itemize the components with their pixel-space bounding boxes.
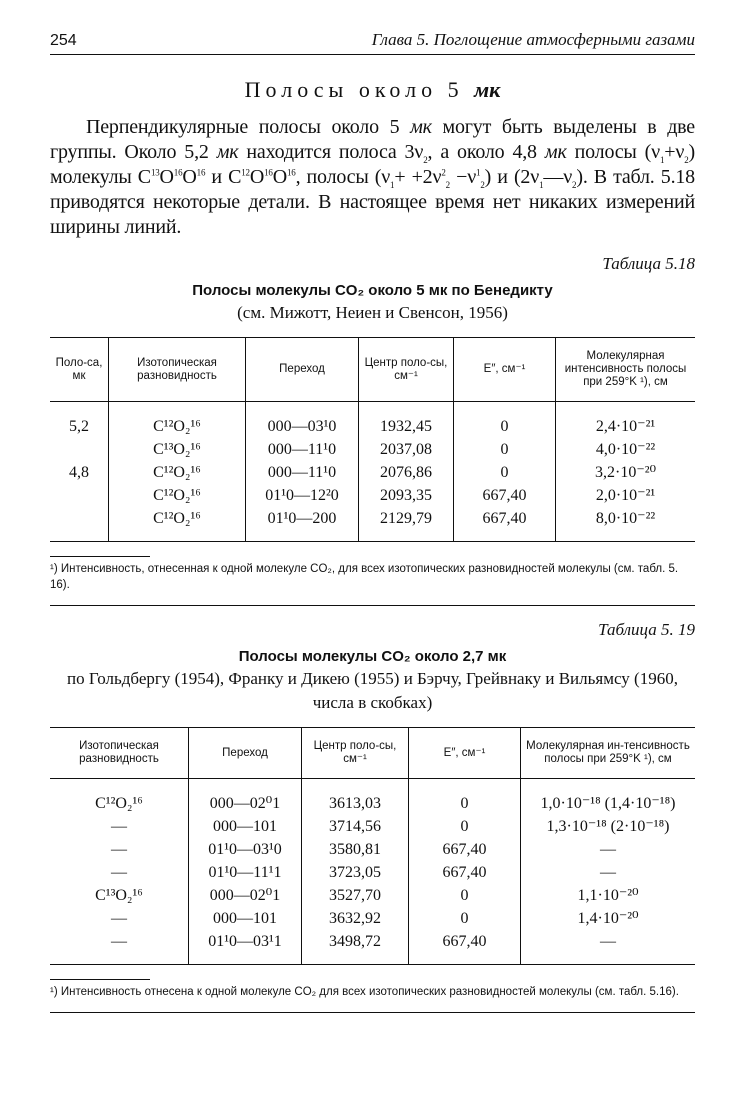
table-row: — 000—101 3632,92 0 1,4·10⁻²⁰ [50, 907, 695, 930]
table-row: C¹³O₂¹⁶ 000—02⁰1 3527,70 0 1,1·10⁻²⁰ [50, 884, 695, 907]
table-row: — 000—101 3714,56 0 1,3·10⁻¹⁸ (2·10⁻¹⁸) [50, 815, 695, 838]
section-divider [50, 605, 695, 606]
col-header-isotope: Изотопическая разновидность [109, 338, 246, 402]
table-row: C¹²O₂¹⁶ 01¹0—200 2129,79 667,40 8,0·10⁻²² [50, 507, 695, 542]
running-header [50, 30, 695, 55]
table-row: C¹³O₂¹⁶ 000—11¹0 2037,08 0 4,0·10⁻²² [50, 438, 695, 461]
table-5-18-title: Полосы молекулы CO₂ около 5 мк по Бенедикту [192, 282, 553, 299]
table-row: 5,2 C¹²O₂¹⁶ 000—03¹0 1932,45 0 2,4·10⁻²¹ [50, 402, 695, 439]
page-number: 254 [50, 32, 77, 49]
page [50, 30, 695, 1013]
table-row: C¹²O₂¹⁶ 01¹0—12²0 2093,35 667,40 2,0·10⁻²¹ [50, 484, 695, 507]
col-header-energy: E″, см⁻¹ [454, 338, 556, 402]
table-5-19-footnote: ¹) Интенсивность отнесена к одной молекуле CO₂ для всех изотопических разновидностей молекулы (см. табл. 5.16). [50, 979, 695, 1000]
table-row: — 01¹0—03¹1 3498,72 667,40 — [50, 930, 695, 965]
table-5-18 [50, 337, 695, 542]
table-row: — 01¹0—11¹1 3723,05 667,40 — [50, 861, 695, 884]
table-5-19-subtitle: по Гольдбергу (1954), Франку и Дикею (1955) и Бэрчу, Грейвнаку и Вильямсу (1960, числа в скобках) [67, 669, 678, 712]
running-title: Глава 5. Поглощение атмосферными газами [371, 30, 695, 49]
col-header-energy: E″, см⁻¹ [409, 728, 521, 779]
page-bottom-rule [50, 1012, 695, 1013]
col-header-transition: Переход [189, 728, 302, 779]
section-title: Полосы около 5 мк [244, 77, 501, 102]
col-header-intensity: Молекулярная ин-тенсивность полосы при 259°K ¹), см [521, 728, 696, 779]
table-5-19-title: Полосы молекулы CO₂ около 2,7 мк [238, 648, 507, 665]
table-row: — 01¹0—03¹0 3580,81 667,40 — [50, 838, 695, 861]
table-row: C¹²O₂¹⁶ 000—02⁰1 3613,03 0 1,0·10⁻¹⁸ (1,4·10⁻¹⁸) [50, 779, 695, 816]
table-header-row [50, 728, 695, 779]
table-5-18-caption: Таблица 5.18 [602, 254, 695, 273]
body-paragraph: Перпендикулярные полосы около 5 мк могут быть выделены в две группы. Около 5,2 мк находится полоса $3\nu_2$, а около 4,8 мк полосы $(\nu_1+\nu_2)$ молекулы $C^{13}O^{16}O^{16}$ и $C^{12}O^{16}O^{16}$, полосы $(\nu_1+ +2\nu^2_2 -\nu^1_2)$ и $(2\nu_1—\nu_2)$. В табл. 5.18 приводятся некоторые детали. В настоящее время нет никаких измерений ширины линий. [50, 116, 696, 238]
footnote-rule [50, 556, 150, 557]
col-header-isotope: Изотопическая разновидность [50, 728, 189, 779]
table-5-18-subtitle: (см. Мижотт, Неиен и Свенсон, 1956) [237, 303, 508, 322]
table-5-18-footnote: ¹) Интенсивность, отнесенная к одной молекуле CO₂, для всех изотопических разновидностей молекулы (см. табл. 5. 16). [50, 556, 695, 593]
table-5-19 [50, 727, 695, 965]
table-row: 4,8 C¹²O₂¹⁶ 000—11¹0 2076,86 0 3,2·10⁻²⁰ [50, 461, 695, 484]
col-header-intensity: Молекулярная интенсивность полосы при 259°K ¹), см [556, 338, 696, 402]
footnote-rule [50, 979, 150, 980]
col-header-center: Центр поло-сы, см⁻¹ [302, 728, 409, 779]
table-header-row [50, 338, 695, 402]
col-header-transition: Переход [246, 338, 359, 402]
col-header-center: Центр поло-сы, см⁻¹ [359, 338, 454, 402]
col-header-band: Поло-са, мк [50, 338, 109, 402]
table-5-19-caption: Таблица 5. 19 [598, 620, 695, 639]
